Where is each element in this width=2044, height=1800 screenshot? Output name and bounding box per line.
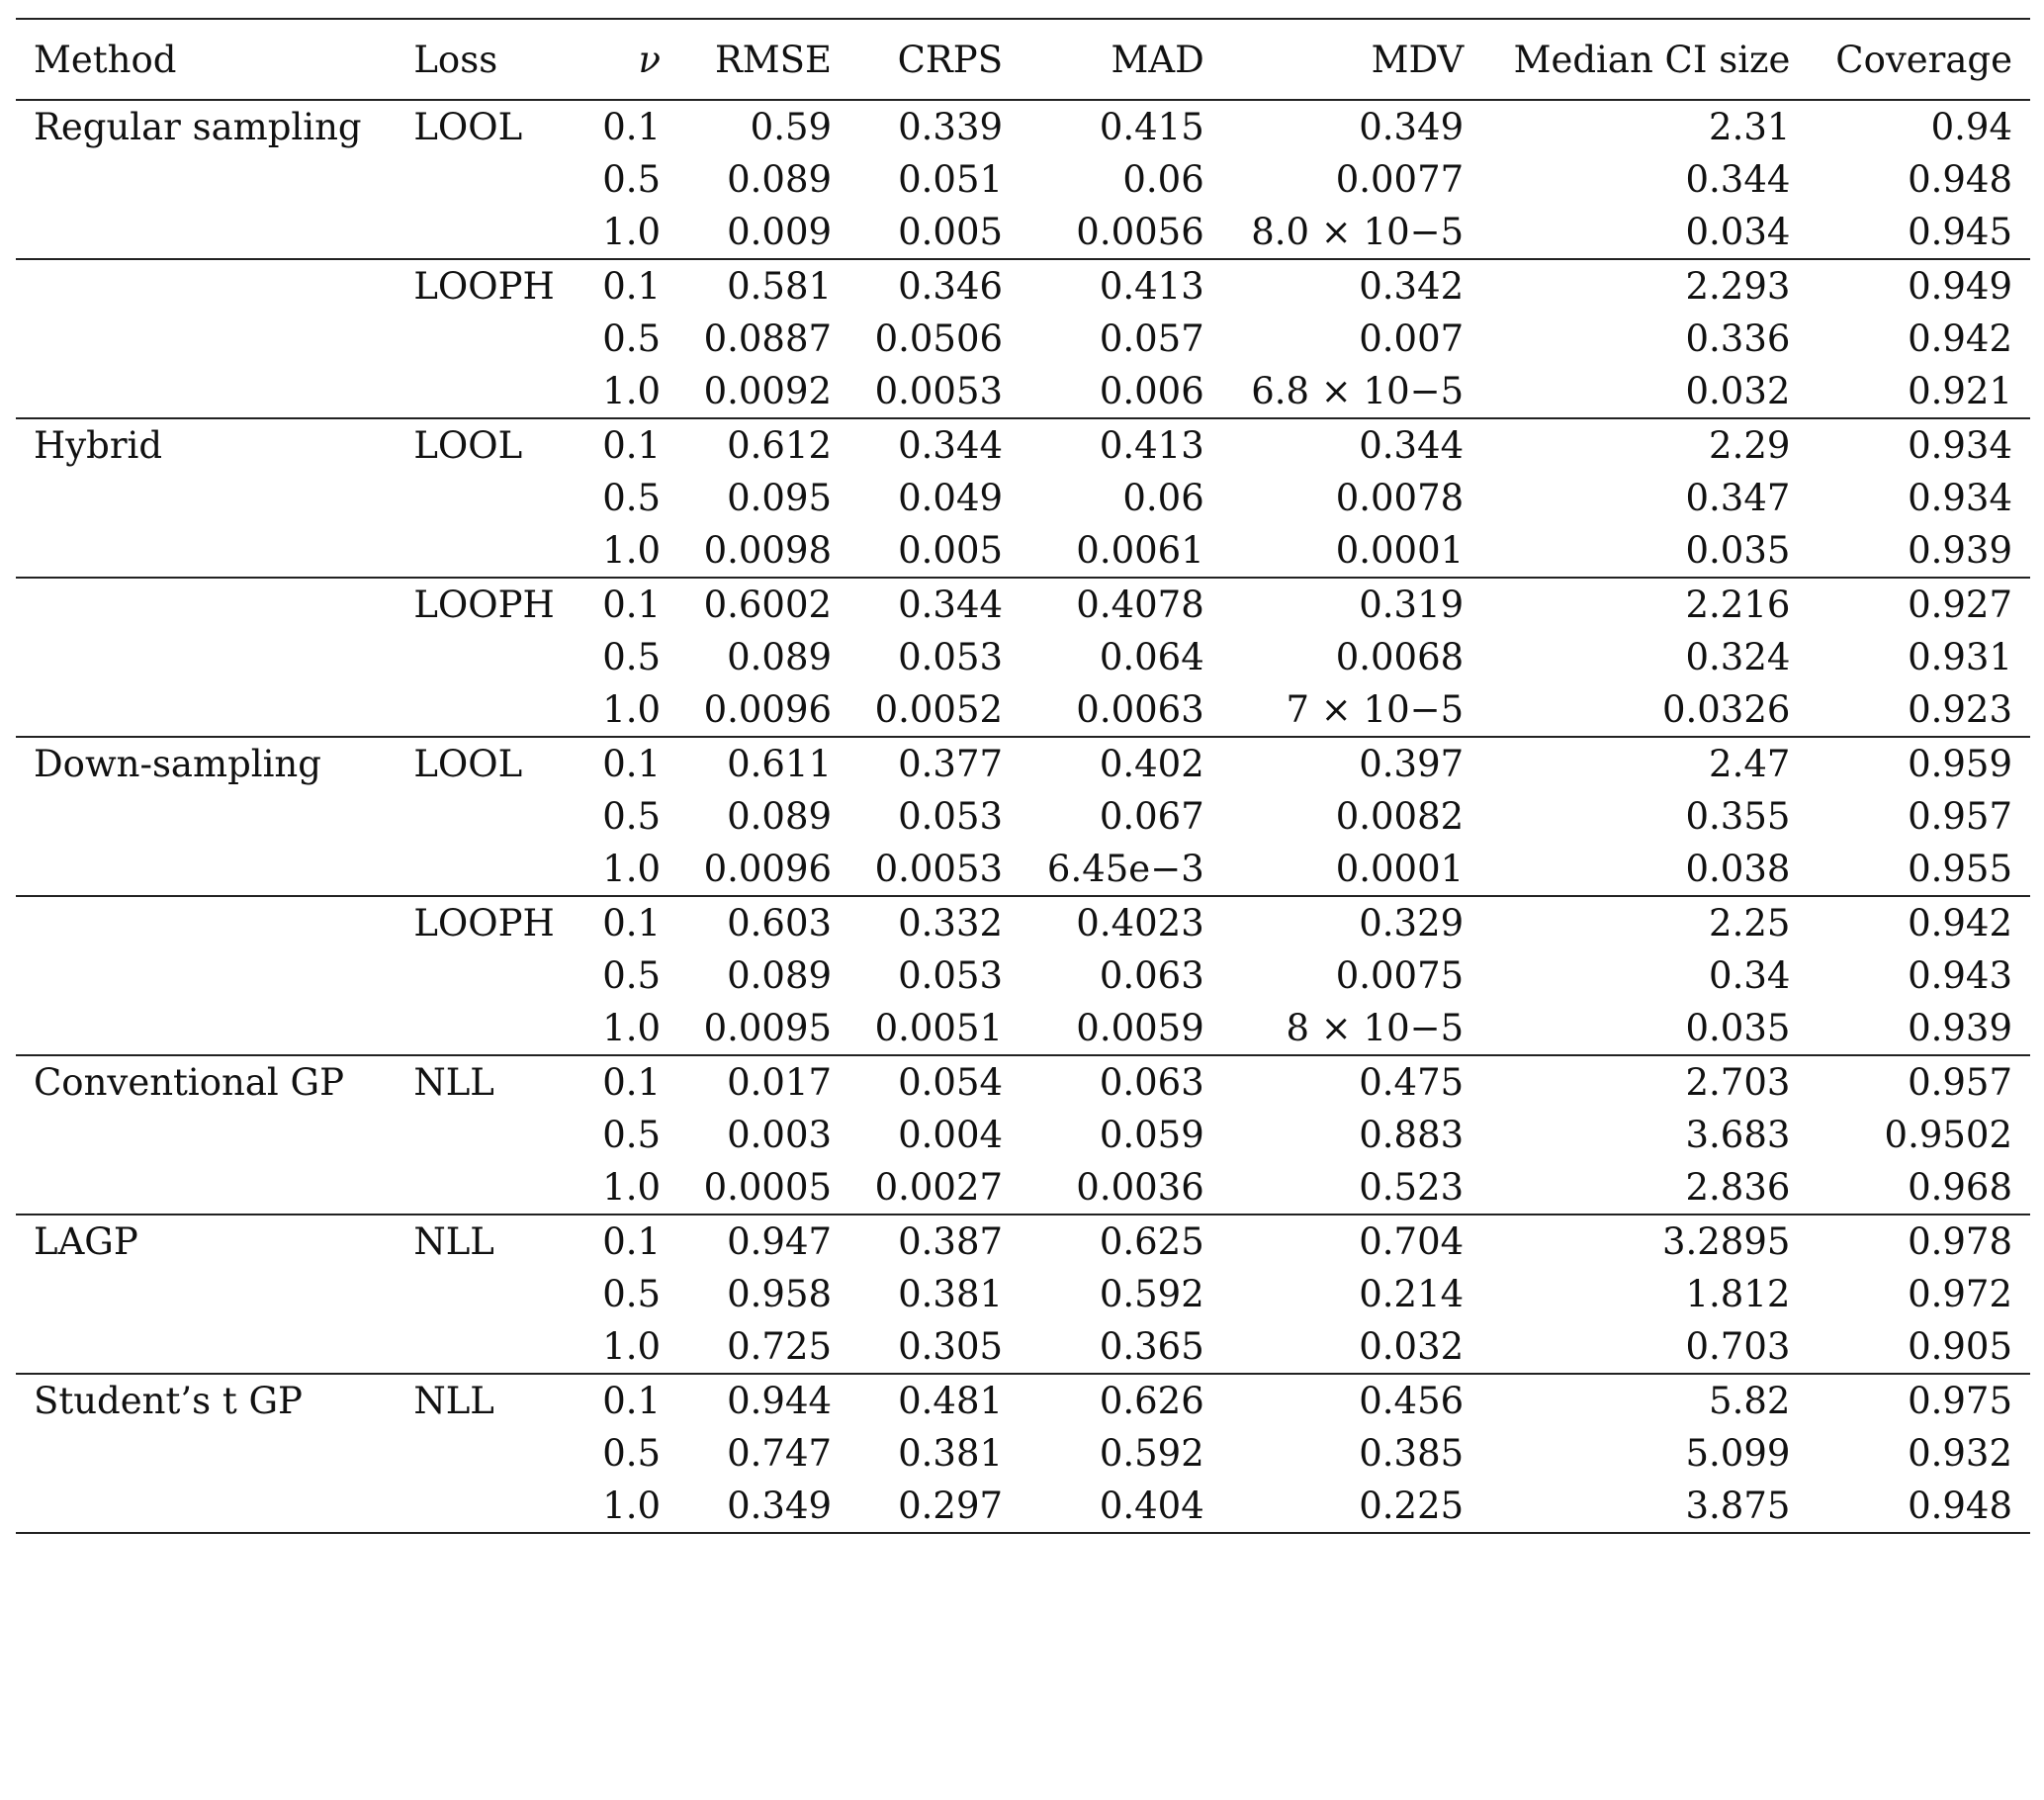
method-cell bbox=[16, 949, 396, 1002]
table-row bbox=[16, 631, 2030, 683]
value-cell: 0.581 bbox=[727, 265, 833, 308]
value-cell: 0.972 bbox=[1908, 1273, 2012, 1315]
value-cell: 0.943 bbox=[1908, 954, 2012, 997]
value-cell: 0.475 bbox=[1359, 1061, 1465, 1104]
value-cell: 0.034 bbox=[1685, 211, 1791, 253]
table-row bbox=[16, 206, 2030, 259]
value-cell: 0.095 bbox=[727, 477, 833, 519]
loss-cell bbox=[396, 949, 580, 1002]
value-cell: 0.5 bbox=[602, 636, 662, 678]
value-cell: 0.5 bbox=[602, 1273, 662, 1315]
table-row bbox=[16, 365, 2030, 418]
loss-cell bbox=[396, 1109, 580, 1161]
value-cell: 0.612 bbox=[727, 424, 833, 467]
value-cell: 0.067 bbox=[1099, 795, 1204, 838]
loss-cell bbox=[396, 206, 580, 259]
value-cell: 0.404 bbox=[1099, 1485, 1204, 1527]
method-cell: Regular sampling bbox=[34, 106, 362, 148]
value-cell: 0.305 bbox=[898, 1325, 1004, 1368]
value-cell: 0.0326 bbox=[1661, 688, 1791, 731]
method-cell bbox=[16, 1480, 396, 1533]
value-cell: 6.45e−3 bbox=[1046, 848, 1204, 890]
value-cell: 0.053 bbox=[898, 954, 1004, 997]
value-cell: 0.939 bbox=[1908, 1007, 2012, 1049]
value-cell: 0.523 bbox=[1359, 1166, 1465, 1209]
value-cell: 0.945 bbox=[1908, 211, 2012, 253]
value-cell: 0.0078 bbox=[1335, 477, 1465, 519]
method-cell bbox=[16, 259, 396, 313]
method-cell bbox=[16, 365, 396, 418]
value-cell: 0.0098 bbox=[703, 529, 833, 572]
value-cell: 0.931 bbox=[1908, 636, 2012, 678]
value-cell: 0.5 bbox=[602, 158, 662, 201]
value-cell: 5.82 bbox=[1709, 1380, 1791, 1422]
loss-cell bbox=[396, 313, 580, 365]
method-cell: Student’s t GP bbox=[34, 1380, 303, 1422]
value-cell: 0.297 bbox=[898, 1485, 1004, 1527]
value-cell: 0.349 bbox=[727, 1485, 833, 1527]
value-cell: 0.1 bbox=[602, 106, 662, 148]
value-cell: 2.703 bbox=[1685, 1061, 1791, 1104]
value-cell: 0.049 bbox=[898, 477, 1004, 519]
value-cell: 0.975 bbox=[1908, 1380, 2012, 1422]
value-cell: 0.342 bbox=[1359, 265, 1465, 308]
loss-cell: LOOPH bbox=[413, 584, 555, 626]
value-cell: 0.214 bbox=[1359, 1273, 1465, 1315]
value-cell: 0.725 bbox=[727, 1325, 833, 1368]
value-cell: 0.955 bbox=[1908, 848, 2012, 890]
table-body bbox=[16, 100, 2030, 1533]
value-cell: 0.5 bbox=[602, 1432, 662, 1475]
table-row bbox=[16, 790, 2030, 843]
column-header: Median CI size bbox=[1513, 38, 1791, 81]
value-cell: 0.747 bbox=[727, 1432, 833, 1475]
method-cell bbox=[16, 1268, 396, 1320]
table-row bbox=[16, 1215, 2030, 1268]
value-cell: 0.397 bbox=[1359, 743, 1465, 785]
value-cell: 0.1 bbox=[602, 265, 662, 308]
value-cell: 0.0096 bbox=[703, 688, 833, 731]
value-cell: 5.099 bbox=[1685, 1432, 1791, 1475]
value-cell: 0.387 bbox=[898, 1220, 1004, 1263]
value-cell: 0.5 bbox=[602, 795, 662, 838]
loss-cell bbox=[396, 365, 580, 418]
value-cell: 0.355 bbox=[1685, 795, 1791, 838]
table-row bbox=[16, 153, 2030, 206]
table-row bbox=[16, 100, 2030, 153]
table-row bbox=[16, 1055, 2030, 1109]
value-cell: 0.0092 bbox=[703, 370, 833, 412]
loss-cell: LOOPH bbox=[413, 265, 555, 308]
loss-cell bbox=[396, 524, 580, 578]
value-cell: 0.0027 bbox=[874, 1166, 1004, 1209]
method-cell bbox=[16, 472, 396, 524]
value-cell: 0.0036 bbox=[1076, 1166, 1204, 1209]
value-cell: 0.032 bbox=[1359, 1325, 1465, 1368]
value-cell: 0.948 bbox=[1908, 1485, 2012, 1527]
table-row bbox=[16, 578, 2030, 631]
value-cell: 0.064 bbox=[1099, 636, 1204, 678]
value-cell: 0.5 bbox=[602, 317, 662, 360]
table-row bbox=[16, 1002, 2030, 1055]
value-cell: 0.4023 bbox=[1076, 902, 1204, 945]
value-cell: 1.0 bbox=[602, 370, 662, 412]
value-cell: 0.089 bbox=[727, 954, 833, 997]
value-cell: 0.007 bbox=[1359, 317, 1465, 360]
value-cell: 2.47 bbox=[1709, 743, 1791, 785]
value-cell: 0.0061 bbox=[1076, 529, 1204, 572]
value-cell: 0.0075 bbox=[1335, 954, 1465, 997]
table-row bbox=[16, 737, 2030, 790]
value-cell: 0.005 bbox=[898, 211, 1004, 253]
value-cell: 0.905 bbox=[1908, 1325, 2012, 1368]
value-cell: 0.336 bbox=[1685, 317, 1791, 360]
value-cell: 0.0082 bbox=[1335, 795, 1465, 838]
loss-cell bbox=[396, 1320, 580, 1374]
value-cell: 0.324 bbox=[1685, 636, 1791, 678]
value-cell: 0.592 bbox=[1099, 1432, 1204, 1475]
table-row bbox=[16, 1480, 2030, 1533]
value-cell: 0.1 bbox=[602, 1061, 662, 1104]
value-cell: 1.0 bbox=[602, 1325, 662, 1368]
value-cell: 0.611 bbox=[727, 743, 833, 785]
value-cell: 0.057 bbox=[1099, 317, 1204, 360]
value-cell: 3.875 bbox=[1685, 1485, 1791, 1527]
value-cell: 0.377 bbox=[898, 743, 1004, 785]
value-cell: 0.9502 bbox=[1884, 1114, 2012, 1156]
value-cell: 0.934 bbox=[1908, 477, 2012, 519]
value-cell: 1.812 bbox=[1685, 1273, 1791, 1315]
table-row bbox=[16, 843, 2030, 896]
value-cell: 0.957 bbox=[1908, 1061, 2012, 1104]
value-cell: 0.053 bbox=[898, 795, 1004, 838]
method-cell bbox=[16, 1109, 396, 1161]
value-cell: 0.051 bbox=[898, 158, 1004, 201]
value-cell: 0.005 bbox=[898, 529, 1004, 572]
table-row bbox=[16, 1161, 2030, 1215]
loss-cell bbox=[396, 1268, 580, 1320]
value-cell: 0.365 bbox=[1099, 1325, 1204, 1368]
value-cell: 6.8 × 10−5 bbox=[1251, 370, 1465, 412]
value-cell: 0.089 bbox=[727, 795, 833, 838]
loss-cell bbox=[396, 1480, 580, 1533]
loss-cell: NLL bbox=[413, 1220, 494, 1263]
table-row bbox=[16, 1109, 2030, 1161]
value-cell: 0.94 bbox=[1930, 106, 2012, 148]
value-cell: 0.6002 bbox=[703, 584, 833, 626]
table-row bbox=[16, 896, 2030, 949]
results-table bbox=[16, 18, 2030, 1534]
header-row bbox=[16, 19, 2030, 100]
value-cell: 0.456 bbox=[1359, 1380, 1465, 1422]
loss-cell: LOOL bbox=[413, 424, 523, 467]
method-cell: Conventional GP bbox=[34, 1061, 344, 1104]
value-cell: 0.038 bbox=[1685, 848, 1791, 890]
method-cell bbox=[16, 631, 396, 683]
loss-cell bbox=[396, 1002, 580, 1055]
method-cell bbox=[16, 790, 396, 843]
value-cell: 0.035 bbox=[1685, 1007, 1791, 1049]
loss-cell: LOOL bbox=[413, 743, 523, 785]
value-cell: 0.934 bbox=[1908, 424, 2012, 467]
value-cell: 0.402 bbox=[1099, 743, 1204, 785]
method-cell: Hybrid bbox=[34, 424, 163, 467]
value-cell: 1.0 bbox=[602, 1166, 662, 1209]
value-cell: 0.0887 bbox=[703, 317, 833, 360]
table-row bbox=[16, 1427, 2030, 1480]
value-cell: 0.063 bbox=[1099, 1061, 1204, 1104]
value-cell: 0.923 bbox=[1908, 688, 2012, 731]
value-cell: 8 × 10−5 bbox=[1286, 1007, 1465, 1049]
value-cell: 0.932 bbox=[1908, 1432, 2012, 1475]
value-cell: 0.349 bbox=[1359, 106, 1465, 148]
value-cell: 1.0 bbox=[602, 848, 662, 890]
value-cell: 0.006 bbox=[1099, 370, 1204, 412]
value-cell: 0.603 bbox=[727, 902, 833, 945]
value-cell: 0.957 bbox=[1908, 795, 2012, 838]
value-cell: 0.385 bbox=[1359, 1432, 1465, 1475]
value-cell: 0.5 bbox=[602, 1114, 662, 1156]
value-cell: 0.089 bbox=[727, 158, 833, 201]
value-cell: 0.0096 bbox=[703, 848, 833, 890]
column-header: Loss bbox=[413, 38, 498, 81]
value-cell: 2.29 bbox=[1709, 424, 1791, 467]
table-row bbox=[16, 259, 2030, 313]
value-cell: 0.5 bbox=[602, 477, 662, 519]
method-cell bbox=[16, 1427, 396, 1480]
value-cell: 3.683 bbox=[1685, 1114, 1791, 1156]
value-cell: 1.0 bbox=[602, 1007, 662, 1049]
value-cell: 0.968 bbox=[1908, 1166, 2012, 1209]
column-header: RMSE bbox=[714, 38, 833, 81]
value-cell: 0.939 bbox=[1908, 529, 2012, 572]
value-cell: 0.1 bbox=[602, 743, 662, 785]
value-cell: 0.0053 bbox=[874, 848, 1004, 890]
value-cell: 0.0001 bbox=[1335, 848, 1465, 890]
value-cell: 2.293 bbox=[1685, 265, 1791, 308]
loss-cell: NLL bbox=[413, 1380, 494, 1422]
value-cell: 0.1 bbox=[602, 584, 662, 626]
value-cell: 0.1 bbox=[602, 1220, 662, 1263]
value-cell: 0.927 bbox=[1908, 584, 2012, 626]
table-row bbox=[16, 1320, 2030, 1374]
method-cell: LAGP bbox=[34, 1220, 138, 1263]
loss-cell bbox=[396, 790, 580, 843]
value-cell: 0.0077 bbox=[1335, 158, 1465, 201]
value-cell: 0.0059 bbox=[1076, 1007, 1204, 1049]
value-cell: 0.344 bbox=[898, 424, 1004, 467]
value-cell: 0.06 bbox=[1122, 158, 1204, 201]
value-cell: 0.942 bbox=[1908, 902, 2012, 945]
value-cell: 0.704 bbox=[1359, 1220, 1465, 1263]
value-cell: 0.0053 bbox=[874, 370, 1004, 412]
method-cell bbox=[16, 524, 396, 578]
method-cell bbox=[16, 1161, 396, 1215]
table-row bbox=[16, 524, 2030, 578]
value-cell: 0.1 bbox=[602, 424, 662, 467]
method-cell bbox=[16, 896, 396, 949]
loss-cell bbox=[396, 472, 580, 524]
value-cell: 0.959 bbox=[1908, 743, 2012, 785]
method-cell: Down-sampling bbox=[34, 743, 321, 785]
value-cell: 0.346 bbox=[898, 265, 1004, 308]
value-cell: 0.0051 bbox=[874, 1007, 1004, 1049]
loss-cell: NLL bbox=[413, 1061, 494, 1104]
value-cell: 1.0 bbox=[602, 1485, 662, 1527]
value-cell: 0.06 bbox=[1122, 477, 1204, 519]
value-cell: 0.053 bbox=[898, 636, 1004, 678]
value-cell: 0.063 bbox=[1099, 954, 1204, 997]
table-row bbox=[16, 683, 2030, 737]
value-cell: 0.703 bbox=[1685, 1325, 1791, 1368]
loss-cell bbox=[396, 1427, 580, 1480]
method-cell bbox=[16, 578, 396, 631]
value-cell: 2.836 bbox=[1685, 1166, 1791, 1209]
value-cell: 0.0056 bbox=[1076, 211, 1204, 253]
value-cell: 0.958 bbox=[727, 1273, 833, 1315]
value-cell: 2.216 bbox=[1685, 584, 1791, 626]
value-cell: 8.0 × 10−5 bbox=[1251, 211, 1465, 253]
value-cell: 0.626 bbox=[1099, 1380, 1204, 1422]
value-cell: 0.944 bbox=[727, 1380, 833, 1422]
value-cell: 0.059 bbox=[1099, 1114, 1204, 1156]
value-cell: 0.344 bbox=[1685, 158, 1791, 201]
method-cell bbox=[16, 153, 396, 206]
value-cell: 1.0 bbox=[602, 688, 662, 731]
loss-cell: LOOL bbox=[413, 106, 523, 148]
value-cell: 0.347 bbox=[1685, 477, 1791, 519]
value-cell: 0.0001 bbox=[1335, 529, 1465, 572]
value-cell: 0.59 bbox=[750, 106, 833, 148]
value-cell: 0.004 bbox=[898, 1114, 1004, 1156]
value-cell: 0.413 bbox=[1099, 265, 1204, 308]
table-row bbox=[16, 313, 2030, 365]
value-cell: 0.592 bbox=[1099, 1273, 1204, 1315]
loss-cell bbox=[396, 683, 580, 737]
value-cell: 0.883 bbox=[1359, 1114, 1465, 1156]
value-cell: 0.032 bbox=[1685, 370, 1791, 412]
table-row bbox=[16, 472, 2030, 524]
column-header: MAD bbox=[1111, 38, 1204, 81]
value-cell: 0.625 bbox=[1099, 1220, 1204, 1263]
value-cell: 1.0 bbox=[602, 211, 662, 253]
column-header: Method bbox=[34, 38, 177, 81]
value-cell: 0.381 bbox=[898, 1432, 1004, 1475]
value-cell: 7 × 10−5 bbox=[1286, 688, 1465, 731]
value-cell: 0.035 bbox=[1685, 529, 1791, 572]
value-cell: 0.0052 bbox=[874, 688, 1004, 731]
value-cell: 0.0068 bbox=[1335, 636, 1465, 678]
value-cell: 0.1 bbox=[602, 1380, 662, 1422]
value-cell: 0.332 bbox=[898, 902, 1004, 945]
method-cell bbox=[16, 683, 396, 737]
value-cell: 0.413 bbox=[1099, 424, 1204, 467]
value-cell: 0.017 bbox=[727, 1061, 833, 1104]
column-header: CRPS bbox=[897, 38, 1004, 81]
column-header: MDV bbox=[1371, 38, 1465, 81]
method-cell bbox=[16, 1002, 396, 1055]
loss-cell bbox=[396, 153, 580, 206]
table-row bbox=[16, 949, 2030, 1002]
table-row bbox=[16, 418, 2030, 472]
value-cell: 0.0063 bbox=[1076, 688, 1204, 731]
value-cell: 0.4078 bbox=[1076, 584, 1204, 626]
value-cell: 0.329 bbox=[1359, 902, 1465, 945]
value-cell: 0.003 bbox=[727, 1114, 833, 1156]
value-cell: 0.921 bbox=[1908, 370, 2012, 412]
value-cell: 0.381 bbox=[898, 1273, 1004, 1315]
value-cell: 0.949 bbox=[1908, 265, 2012, 308]
value-cell: 2.25 bbox=[1709, 902, 1791, 945]
value-cell: 0.978 bbox=[1908, 1220, 2012, 1263]
method-cell bbox=[16, 313, 396, 365]
value-cell: 0.009 bbox=[727, 211, 833, 253]
value-cell: 0.481 bbox=[898, 1380, 1004, 1422]
value-cell: 0.344 bbox=[1359, 424, 1465, 467]
loss-cell bbox=[396, 843, 580, 896]
value-cell: 0.225 bbox=[1359, 1485, 1465, 1527]
value-cell: 0.948 bbox=[1908, 158, 2012, 201]
value-cell: 0.5 bbox=[602, 954, 662, 997]
value-cell: 0.0095 bbox=[703, 1007, 833, 1049]
method-cell bbox=[16, 843, 396, 896]
value-cell: 0.054 bbox=[898, 1061, 1004, 1104]
value-cell: 0.344 bbox=[898, 584, 1004, 626]
value-cell: 1.0 bbox=[602, 529, 662, 572]
column-header: Coverage bbox=[1835, 38, 2012, 81]
column-header: ν bbox=[638, 38, 662, 81]
loss-cell bbox=[396, 631, 580, 683]
value-cell: 2.31 bbox=[1709, 106, 1791, 148]
value-cell: 0.34 bbox=[1709, 954, 1791, 997]
value-cell: 0.1 bbox=[602, 902, 662, 945]
value-cell: 0.319 bbox=[1359, 584, 1465, 626]
loss-cell: LOOPH bbox=[413, 902, 555, 945]
loss-cell bbox=[396, 1161, 580, 1215]
value-cell: 0.0005 bbox=[703, 1166, 833, 1209]
table-row bbox=[16, 1268, 2030, 1320]
value-cell: 0.339 bbox=[898, 106, 1004, 148]
value-cell: 0.415 bbox=[1099, 106, 1204, 148]
value-cell: 0.942 bbox=[1908, 317, 2012, 360]
value-cell: 3.2895 bbox=[1661, 1220, 1791, 1263]
table-row bbox=[16, 1374, 2030, 1427]
value-cell: 0.089 bbox=[727, 636, 833, 678]
value-cell: 0.947 bbox=[727, 1220, 833, 1263]
method-cell bbox=[16, 1320, 396, 1374]
method-cell bbox=[16, 206, 396, 259]
value-cell: 0.0506 bbox=[874, 317, 1004, 360]
